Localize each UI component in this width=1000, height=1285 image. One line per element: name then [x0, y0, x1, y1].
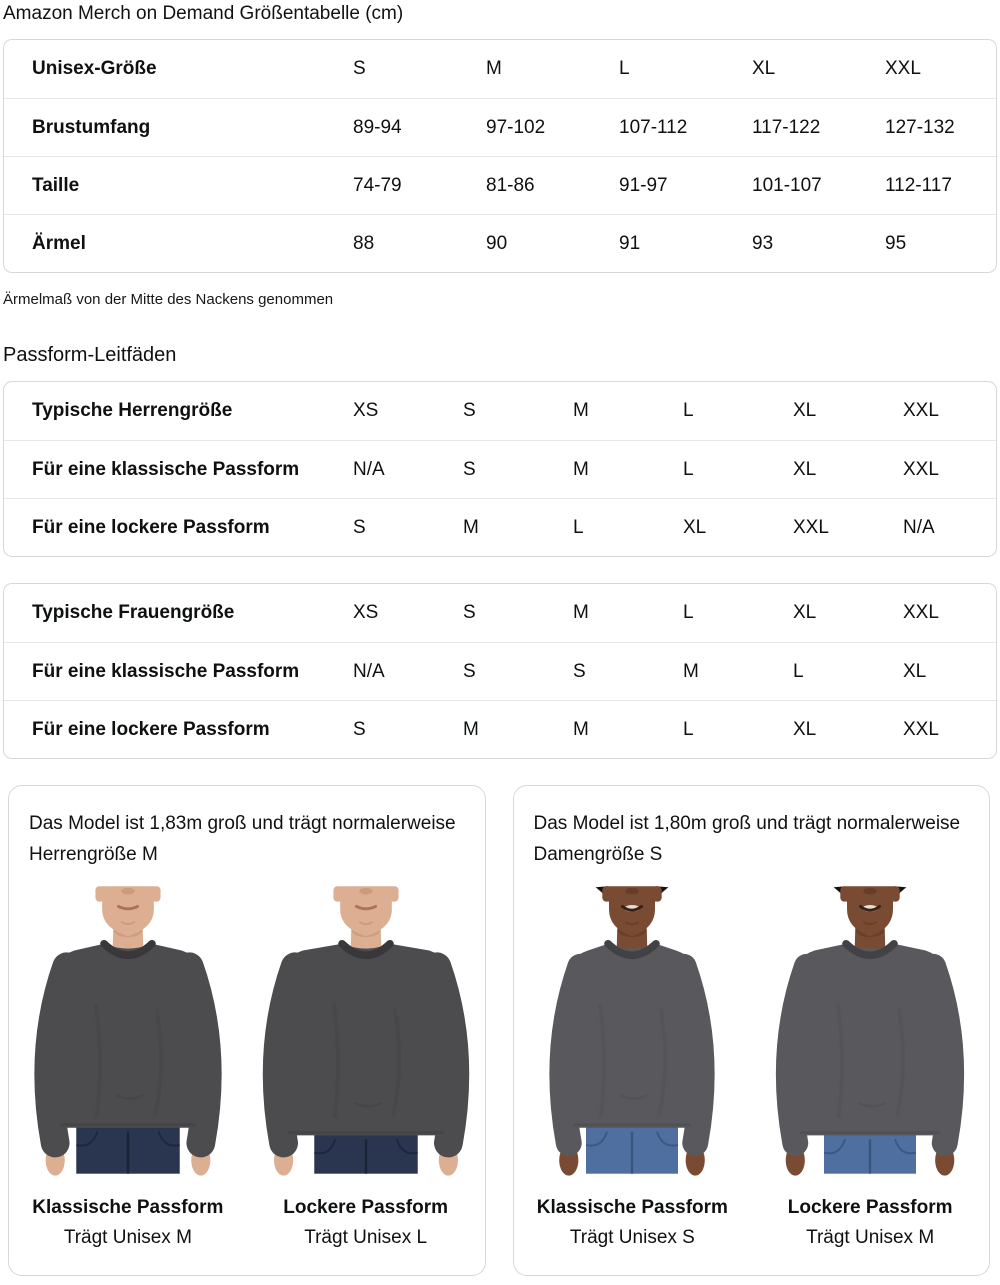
size-value: M [463, 516, 479, 538]
table-row [4, 40, 996, 98]
size-value: 127-132 [885, 116, 955, 138]
model-figure-male-classic [9, 880, 247, 1253]
size-value: XXL [903, 718, 939, 740]
size-chart-page [3, 2, 997, 1276]
size-value: XXL [793, 516, 829, 538]
size-value: 91 [619, 232, 641, 254]
sleeve-measurement-note: Ärmelmaß von der Mitte des Nackens genommen [3, 291, 334, 308]
size-value: S [353, 718, 366, 740]
size-value: L [683, 718, 694, 740]
size-value: XL [793, 718, 817, 740]
page-title: Amazon Merch on Demand Größentabelle (cm) [3, 3, 404, 24]
size-value: XXL [903, 458, 939, 480]
size-value: 88 [353, 232, 375, 254]
model-description: Das Model ist 1,80m groß und trägt normalerweise Damengröße S [533, 813, 961, 865]
size-value: L [793, 660, 804, 682]
model-card-women [513, 785, 991, 1276]
size-value: N/A [353, 458, 385, 480]
size-value: M [463, 718, 479, 740]
figure-fit-label: Klassische Passform [32, 1197, 224, 1218]
fit-guide-table-men [3, 381, 997, 557]
size-value: XS [353, 602, 379, 623]
row-label: Typische Frauengröße [32, 602, 235, 623]
size-value: XL [903, 660, 927, 682]
model-photo-male-loose-fit [252, 880, 480, 1180]
size-value: L [683, 458, 694, 480]
size-value: XL [793, 458, 817, 480]
table-row [4, 440, 996, 498]
table-row [4, 642, 996, 700]
size-value: 107-112 [619, 116, 688, 138]
model-figure-female-loose [751, 880, 989, 1253]
row-label: Taille [32, 174, 80, 196]
model-cards-row [8, 785, 990, 1276]
size-value: 117-122 [752, 116, 821, 138]
figure-fit-label: Lockere Passform [283, 1197, 448, 1218]
figure-wears-label: Trägt Unisex M [63, 1227, 192, 1248]
size-value: XL [683, 516, 707, 538]
size-value: 95 [885, 232, 907, 254]
size-value: N/A [353, 660, 385, 682]
fit-guide-table-women [3, 583, 997, 759]
size-value: XL [752, 58, 776, 79]
model-figure-male-loose [247, 880, 485, 1253]
size-value: XXL [903, 602, 939, 623]
row-label: Brustumfang [32, 116, 151, 138]
size-value: 90 [486, 232, 508, 254]
size-value: XXL [885, 58, 921, 79]
row-label: Typische Herrengröße [32, 400, 233, 421]
table-row [4, 498, 996, 556]
size-value: XS [353, 400, 379, 421]
size-value: S [463, 602, 476, 623]
size-value: S [463, 458, 476, 480]
model-figures [514, 880, 990, 1253]
row-label: Unisex-Größe [32, 58, 157, 79]
model-photo-female-classic-fit [518, 880, 746, 1180]
model-description: Das Model ist 1,83m groß und trägt normalerweise Herrengröße M [29, 813, 456, 865]
size-value: 91-97 [619, 174, 668, 196]
size-value: 101-107 [752, 174, 822, 196]
figure-wears-label: Trägt Unisex M [806, 1227, 935, 1248]
size-value: S [353, 58, 366, 79]
unisex-size-table [3, 39, 997, 273]
row-label: Für eine klassische Passform [32, 660, 300, 682]
model-figures [9, 880, 485, 1253]
size-value: L [619, 58, 630, 79]
size-value: S [573, 660, 586, 682]
model-card-men [8, 785, 486, 1276]
size-value: N/A [903, 516, 935, 538]
fit-guides-heading: Passform-Leitfäden [3, 344, 177, 366]
size-value: 89-94 [353, 116, 402, 138]
size-value: M [573, 400, 589, 421]
model-figure-female-classic [514, 880, 752, 1253]
size-value: M [573, 718, 589, 740]
row-label: Für eine lockere Passform [32, 516, 270, 538]
size-value: 112-117 [885, 174, 952, 196]
table-row [4, 700, 996, 758]
figure-wears-label: Trägt Unisex S [569, 1227, 695, 1248]
table-row [4, 98, 996, 156]
model-photo-female-loose-fit [756, 880, 984, 1180]
row-label: Für eine klassische Passform [32, 458, 300, 480]
table-row [4, 382, 996, 440]
size-value: M [573, 602, 589, 623]
size-value: L [683, 602, 694, 623]
size-value: S [463, 660, 476, 682]
size-value: 74-79 [353, 174, 402, 196]
size-value: 81-86 [486, 174, 535, 196]
size-value: XL [793, 400, 817, 421]
size-value: 97-102 [486, 116, 546, 138]
table-row [4, 156, 996, 214]
size-value: L [683, 400, 694, 421]
figure-fit-label: Lockere Passform [787, 1197, 953, 1218]
model-photo-male-classic-fit [14, 880, 242, 1180]
table-row [4, 214, 996, 272]
row-label: Ärmel [32, 232, 86, 254]
size-value: M [486, 58, 502, 79]
table-row [4, 584, 996, 642]
size-value: S [353, 516, 366, 538]
row-label: Für eine lockere Passform [32, 718, 270, 740]
size-value: M [683, 660, 699, 682]
size-value: XXL [903, 400, 939, 421]
size-value: L [573, 516, 584, 538]
size-value: S [463, 400, 476, 421]
size-value: XL [793, 602, 817, 623]
figure-wears-label: Trägt Unisex L [304, 1227, 428, 1248]
size-value: M [573, 458, 589, 480]
figure-fit-label: Klassische Passform [536, 1197, 728, 1218]
size-value: 93 [752, 232, 774, 254]
